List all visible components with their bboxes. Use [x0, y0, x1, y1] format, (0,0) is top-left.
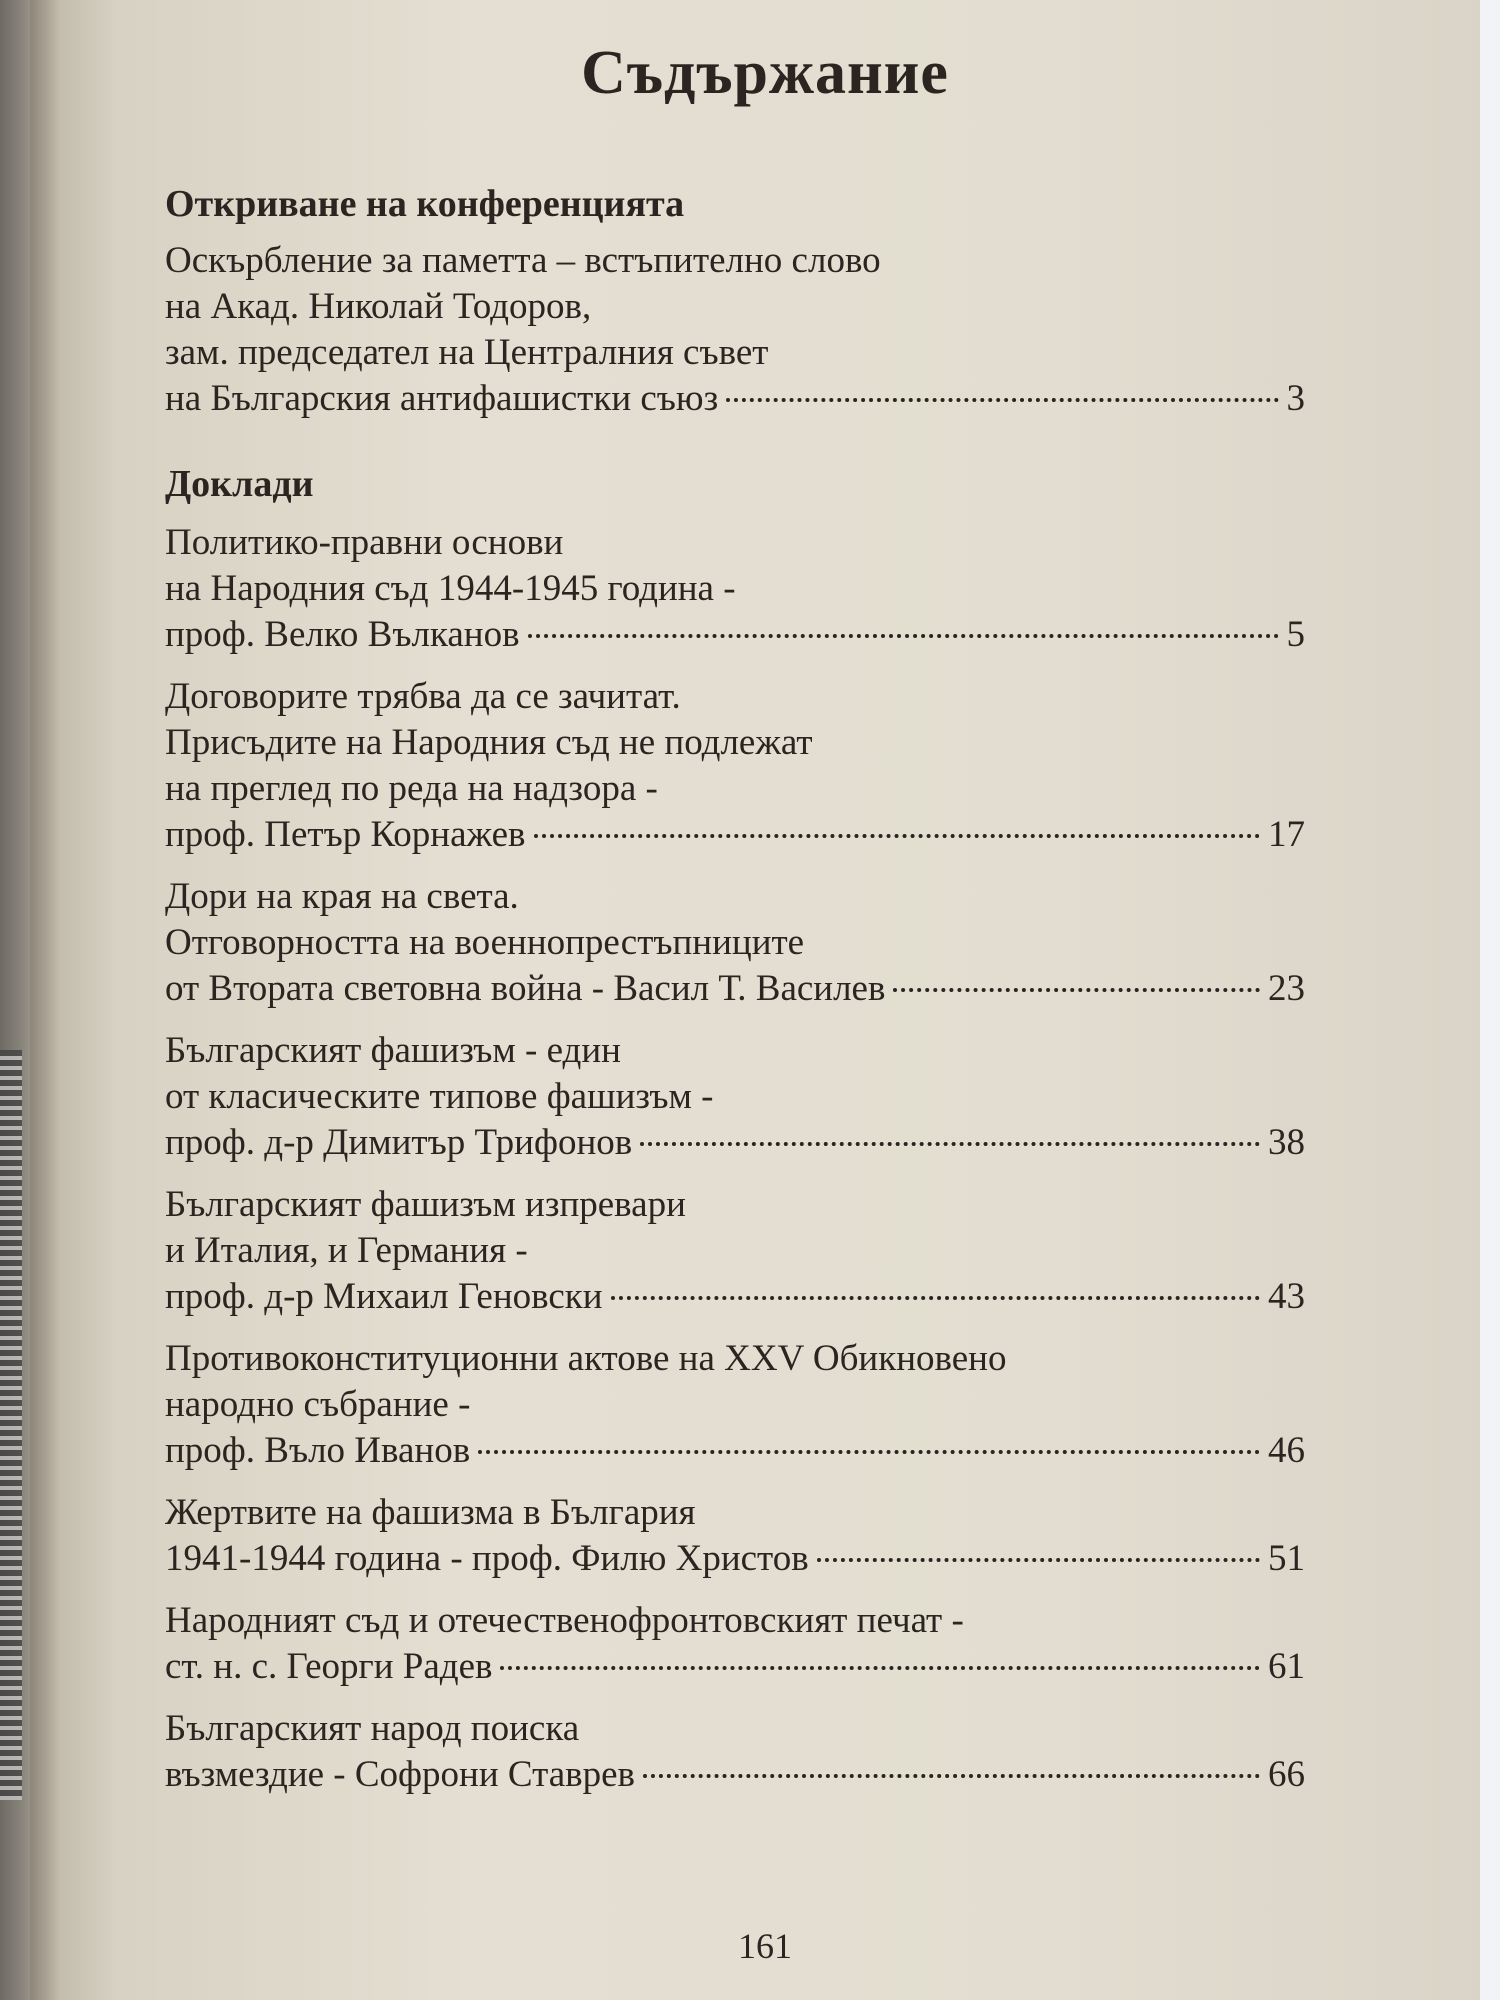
toc-entry-line: Договорите трябва да се зачитат.	[165, 676, 681, 717]
toc-entry-text: на Българския антифашистки съюз	[165, 378, 719, 419]
toc-entry	[165, 874, 1305, 1012]
toc-entry-line: Народният съд и отечественофронтовският печат -	[165, 1600, 964, 1641]
toc-entry	[165, 1490, 1305, 1582]
toc-entry-last-line	[165, 612, 1305, 658]
toc-entry-line: от класическите типове фашизъм -	[165, 1076, 714, 1117]
toc-entry-last-line	[165, 1428, 1305, 1474]
toc-entry-last-line	[165, 1274, 1305, 1320]
toc-entry-last-line	[165, 966, 1305, 1012]
toc-entry-line: Българският народ поиска	[165, 1708, 580, 1749]
table-of-contents	[165, 180, 1305, 1814]
toc-entry-text: възмездие - Софрони Ставрев	[165, 1754, 635, 1795]
gutter-shadow	[30, 0, 60, 2000]
toc-page-number: 38	[1268, 1122, 1305, 1163]
toc-entry-text: проф. д-р Михаил Геновски	[165, 1276, 603, 1317]
section-heading-reports: Доклади	[165, 463, 314, 505]
toc-page-number: 51	[1268, 1538, 1305, 1579]
toc-entry-text: ст. н. с. Георги Радев	[165, 1646, 493, 1687]
toc-entry	[165, 1706, 1305, 1798]
dot-leader	[893, 988, 1260, 992]
toc-page-number: 61	[1268, 1646, 1305, 1687]
toc-entry-line: Присъдите на Народния съд не подлежат	[165, 722, 813, 763]
toc-entry-line: и Италия, и Германия -	[165, 1230, 528, 1271]
dot-leader	[500, 1666, 1260, 1670]
toc-entry-line: Българският фашизъм - един	[165, 1030, 621, 1071]
toc-entry-text: проф. Велко Вълканов	[165, 614, 520, 655]
toc-page-number: 5	[1286, 614, 1305, 655]
toc-page-number: 46	[1268, 1430, 1305, 1471]
toc-entry-last-line	[165, 1536, 1305, 1582]
dot-leader	[611, 1296, 1260, 1300]
book-page	[30, 0, 1500, 2000]
toc-entry	[165, 238, 1305, 422]
toc-entry	[165, 1598, 1305, 1690]
toc-entry-line: Жертвите на фашизма в България	[165, 1492, 696, 1533]
dot-leader	[817, 1558, 1260, 1562]
toc-entry	[165, 520, 1305, 658]
dot-leader	[478, 1450, 1260, 1454]
toc-entry-line: зам. председател на Централния съвет	[165, 332, 769, 373]
toc-entry	[165, 1028, 1305, 1166]
toc-entry-line: Политико-правни основи	[165, 522, 564, 563]
toc-entry	[165, 1336, 1305, 1474]
toc-entry-text: от Втората световна война - Васил Т. Василев	[165, 968, 886, 1009]
toc-page-number: 23	[1268, 968, 1305, 1009]
toc-entry-line: Отговорността на военнопрестъпниците	[165, 922, 805, 963]
toc-entry-text: проф. д-р Димитър Трифонов	[165, 1122, 633, 1163]
toc-entry-last-line	[165, 1644, 1305, 1690]
toc-entry-line: Противоконституционни актове на XXV Обикновено	[165, 1338, 1007, 1379]
toc-entry-line: Дори на края на света.	[165, 876, 519, 917]
toc-page-number: 3	[1286, 378, 1305, 419]
toc-entry-last-line	[165, 1120, 1305, 1166]
toc-entry-line: на преглед по реда на надзора -	[165, 768, 658, 809]
dot-leader	[528, 634, 1279, 638]
toc-entry-last-line	[165, 1752, 1305, 1798]
dot-leader	[640, 1142, 1260, 1146]
toc-entry-text: проф. Въло Иванов	[165, 1430, 471, 1471]
toc-entry	[165, 674, 1305, 858]
dot-leader	[726, 398, 1278, 402]
toc-entry-line: на Акад. Николай Тодоров,	[165, 286, 592, 327]
toc-entry-line: Оскърбление за паметта – встъпително слово	[165, 240, 881, 281]
toc-entry	[165, 1182, 1305, 1320]
toc-entry-last-line	[165, 812, 1305, 858]
section-heading-opening: Откриване на конференцията	[165, 183, 685, 225]
background-paper	[1480, 0, 1500, 2000]
toc-page-number: 17	[1268, 814, 1305, 855]
toc-entry-line: на Народния съд 1944-1945 година -	[165, 568, 736, 609]
toc-entry-text: 1941-1944 година - проф. Филю Христов	[165, 1538, 809, 1579]
toc-entry-last-line	[165, 376, 1305, 422]
adjacent-page-print	[0, 1050, 22, 1800]
toc-page-number: 66	[1268, 1754, 1305, 1795]
toc-entry-line: народно събрание -	[165, 1384, 471, 1425]
dot-leader	[534, 834, 1261, 838]
toc-entry-text: проф. Петър Корнажев	[165, 814, 526, 855]
toc-entry-line: Българският фашизъм изпревари	[165, 1184, 686, 1225]
page-number: 161	[738, 1926, 792, 1966]
toc-page-number: 43	[1268, 1276, 1305, 1317]
dot-leader	[643, 1774, 1260, 1778]
page-title: Съдържание	[581, 39, 949, 107]
